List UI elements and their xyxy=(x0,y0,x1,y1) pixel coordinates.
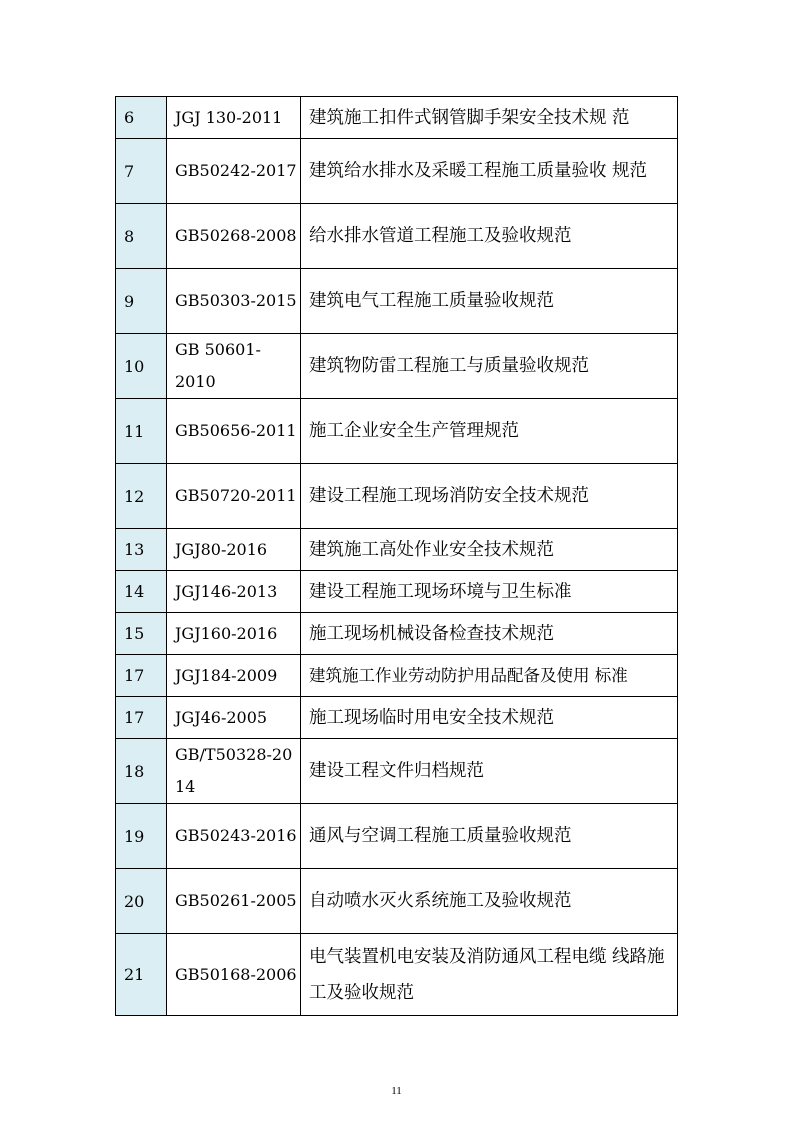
standard-title: 建设工程施工现场消防安全技术规范 xyxy=(301,464,678,529)
row-number: 18 xyxy=(116,739,167,804)
row-number: 13 xyxy=(116,529,167,571)
table-row xyxy=(116,204,678,269)
standard-code: JGJ146-2013 xyxy=(167,571,301,613)
table-row xyxy=(116,269,678,334)
standard-title: 建筑施工作业劳动防护用品配备及使用 标准 xyxy=(301,655,678,697)
row-number: 17 xyxy=(116,655,167,697)
row-number: 21 xyxy=(116,934,167,1016)
table-row xyxy=(116,613,678,655)
standard-title: 电气装置机电安装及消防通风工程电缆 线路施工及验收规范 xyxy=(301,934,678,1016)
standard-title: 施工企业安全生产管理规范 xyxy=(301,399,678,464)
standard-title: 自动喷水灭火系统施工及验收规范 xyxy=(301,869,678,934)
standard-title: 建筑电气工程施工质量验收规范 xyxy=(301,269,678,334)
table-row xyxy=(116,97,678,139)
standard-code: GB50303-2015 xyxy=(167,269,301,334)
standard-code: GB50720-2011 xyxy=(167,464,301,529)
table-row xyxy=(116,464,678,529)
standard-title: 建筑物防雷工程施工与质量验收规范 xyxy=(301,334,678,399)
standard-code: GB50242-2017 xyxy=(167,139,301,204)
table-row xyxy=(116,697,678,739)
standard-title: 建设工程施工现场环境与卫生标准 xyxy=(301,571,678,613)
standard-title: 建设工程文件归档规范 xyxy=(301,739,678,804)
row-number: 19 xyxy=(116,804,167,869)
standard-code: JGJ160-2016 xyxy=(167,613,301,655)
table-row xyxy=(116,399,678,464)
table-row xyxy=(116,571,678,613)
standard-title: 施工现场机械设备检查技术规范 xyxy=(301,613,678,655)
row-number: 12 xyxy=(116,464,167,529)
standard-code: GB50656-2011 xyxy=(167,399,301,464)
row-number: 7 xyxy=(116,139,167,204)
standard-code: JGJ80-2016 xyxy=(167,529,301,571)
row-number: 17 xyxy=(116,697,167,739)
table-row xyxy=(116,869,678,934)
row-number: 8 xyxy=(116,204,167,269)
standard-code: GB50168-2006 xyxy=(167,934,301,1016)
standard-title: 建筑给水排水及采暖工程施工质量验收 规范 xyxy=(301,139,678,204)
table-row xyxy=(116,655,678,697)
table-row xyxy=(116,529,678,571)
standard-title: 给水排水管道工程施工及验收规范 xyxy=(301,204,678,269)
standard-code: GB 50601-2010 xyxy=(167,334,301,399)
standard-code: GB50243-2016 xyxy=(167,804,301,869)
standard-code: GB/T50328-2014 xyxy=(167,739,301,804)
row-number: 9 xyxy=(116,269,167,334)
row-number: 6 xyxy=(116,97,167,139)
standard-title: 施工现场临时用电安全技术规范 xyxy=(301,697,678,739)
row-number: 15 xyxy=(116,613,167,655)
standard-code: JGJ46-2005 xyxy=(167,697,301,739)
standard-code: GB50261-2005 xyxy=(167,869,301,934)
standard-code: JGJ184-2009 xyxy=(167,655,301,697)
standard-title: 建筑施工扣件式钢管脚手架安全技术规 范 xyxy=(301,97,678,139)
standard-code: JGJ 130-2011 xyxy=(167,97,301,139)
page-number: 11 xyxy=(391,1085,402,1097)
row-number: 20 xyxy=(116,869,167,934)
table-row xyxy=(116,804,678,869)
row-number: 14 xyxy=(116,571,167,613)
row-number: 11 xyxy=(116,399,167,464)
table-row xyxy=(116,934,678,1016)
table-row xyxy=(116,334,678,399)
standard-code: GB50268-2008 xyxy=(167,204,301,269)
row-number: 10 xyxy=(116,334,167,399)
table-row xyxy=(116,139,678,204)
table-row xyxy=(116,739,678,804)
standard-title: 建筑施工高处作业安全技术规范 xyxy=(301,529,678,571)
standards-table xyxy=(115,96,678,1016)
standard-title: 通风与空调工程施工质量验收规范 xyxy=(301,804,678,869)
